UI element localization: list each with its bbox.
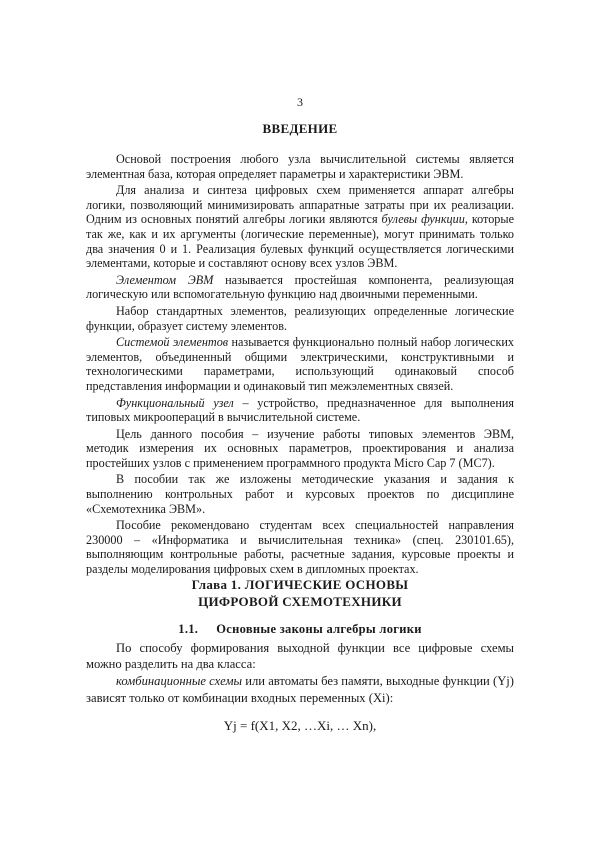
text-run: Основой построения любого узла вычислительной системы является элементная база, которая определяет параметры и характеристики ЭВМ.	[86, 152, 514, 181]
section-text-block	[86, 640, 514, 706]
italic-term: Элементом ЭВМ	[116, 272, 214, 287]
text-run: Набор стандартных элементов, реализующих определенные логические функции, образует систему элементов.	[86, 303, 514, 333]
section-heading	[0, 622, 600, 637]
paragraph	[86, 673, 514, 705]
italic-term: комбинационные схемы	[116, 674, 243, 689]
text-run: , которые так же, как и их аргументы (логические переменные), могут принимать только два значения 0 и 1. Реализация булевых функций осуществляется логическими элементами, которые и составляют основу всех узлов ЭВМ.	[86, 212, 515, 271]
paragraph	[86, 640, 514, 672]
text-run: называется функционально полный набор логических элементов, объединенный общими электрическими, конструктивными и технологическими параметрами, использующий одинаковый способ представления информации и одинаковый тип межэлементных связей.	[86, 335, 514, 393]
paragraph	[86, 518, 514, 576]
chapter-heading-line-1: Глава 1. ЛОГИЧЕСКИЕ ОСНОВЫ	[191, 577, 409, 592]
chapter-heading-line-2: ЦИФРОВОЙ СХЕМОТЕХНИКИ	[198, 594, 402, 609]
italic-term: Функциональный узел	[116, 395, 234, 410]
intro-text-block	[86, 152, 514, 577]
italic-term: Системой элементов	[116, 335, 229, 350]
paragraph	[86, 304, 514, 333]
text-run: или автоматы без памяти, выходные функции (Yj) зависят только от комбинации входных переменных (Xi):	[86, 674, 514, 705]
paragraph	[86, 472, 514, 516]
text-run: Для анализа и синтеза цифровых схем применяется аппарат алгебры логики, позволяющий минимизировать аппаратные затраты при их реализации. Одним из основных понятий алгебры логики являются	[86, 183, 514, 227]
paragraph	[86, 427, 514, 471]
section-title: Основные законы алгебры логики	[216, 622, 422, 636]
italic-term: булевы функции	[381, 212, 465, 227]
chapter-heading	[0, 576, 600, 610]
text-run: Пособие рекомендовано студентам всех специальностей направления 230000 – «Информатика и вычислительная техника» (спец. 230101.65), выполняющим контрольные работы, расчетные задания, курсовые проекты и разделы моделирования цифровых схем в дипломных проектах.	[86, 518, 514, 577]
paragraph	[86, 396, 514, 425]
text-run: В пособии так же изложены методические указания и задания к выполнению контрольных работ и курсовых проектов по дисциплине «Схемотехника ЭВМ».	[86, 472, 514, 516]
formula: Yj = f(X1, X2, …Xi, … Xn),	[223, 718, 377, 733]
text-run: – устройство, предназначенное для выполнения типовых микроопераций в вычислительной системе.	[86, 395, 514, 425]
paragraph	[86, 183, 514, 271]
text-run: Цель данного пособия – изучение работы типовых элементов ЭВМ, методик измерения их основных параметров, проектирования и анализа простейших узлов с применением программного продукта Micro Cap 7 (МС7).	[86, 426, 514, 470]
paragraph	[86, 152, 514, 181]
paragraph	[86, 335, 514, 393]
text-run: По способу формирования выходной функции все цифровые схемы можно разделить на два класса:	[86, 641, 514, 672]
paragraph	[86, 273, 514, 302]
text-run: называется простейшая компонента, реализующая логическую или вспомогательную функцию над двоичными переменными.	[86, 272, 514, 302]
page-number: 3	[297, 95, 303, 109]
section-number: 1.1.	[178, 622, 199, 636]
intro-heading: ВВЕДЕНИЕ	[262, 121, 338, 136]
